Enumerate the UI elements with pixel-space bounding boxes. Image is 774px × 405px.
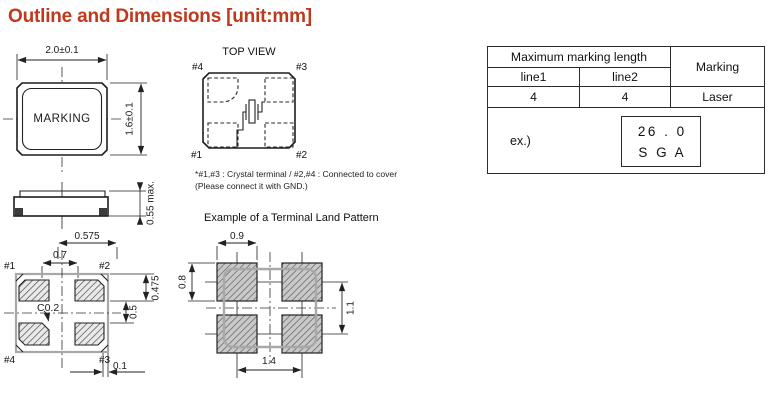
top-view-pin-label-2: #2 [296,150,308,161]
bottom-view-pad-4 [19,323,49,345]
marking-table [487,46,765,174]
marking-table-marking-value: Laser [671,87,765,108]
marking-table-header-length: Maximum marking length [488,47,671,68]
bottom-pin-label-2: #2 [99,261,111,272]
bottom-edge-offset-dim: 0.1 [113,361,127,372]
chamfer-dim: C0.2 [37,302,60,314]
marking-example-line2: S G A [638,144,687,160]
side-view-drawing [14,182,146,229]
front-width-dim: 2.0±0.1 [45,45,79,56]
page-title: Outline and Dimensions [unit:mm] [8,6,312,27]
terminal-note-line1: *#1,#3 : Crystal terminal / #2,#4 : Connected to cover [195,169,398,179]
bottom-pin-label-1: #1 [4,261,16,272]
marking-example-box [621,116,701,167]
top-view-title: TOP VIEW [222,46,276,58]
marking-table-header-marking: Marking [671,47,765,87]
marking-table-line1-value: 4 [488,87,580,108]
bottom-view-pad-2 [75,280,104,301]
bottom-view-pad-1 [19,280,49,301]
top-view-pin-label-4: #4 [192,62,204,73]
marking-example-line1: 26 . 0 [637,123,687,139]
side-thickness-dim: 0.55 max. [145,181,157,225]
top-view-pin-label-1: #1 [191,150,203,161]
bottom-pin-label-3: #3 [99,355,111,366]
side-view-pad [15,208,23,216]
bottom-vertical-gap-dim: 0.5 [128,305,140,319]
bottom-pad-width-dim: 0.575 [74,231,100,242]
side-view-pad [99,208,107,216]
bottom-pin-label-4: #4 [4,355,16,366]
terminal-note-line2: (Please connect it with GND.) [195,181,308,191]
land-pad-width-dim: 0.9 [230,231,244,242]
bottom-view-pad-3 [75,323,104,345]
land-pattern-title: Example of a Terminal Land Pattern [204,212,379,224]
bottom-pad-height-dim: 0.475 [150,275,162,301]
marking-example-cell [488,108,765,174]
land-pad-height-dim: 0.8 [177,275,189,289]
land-horizontal-pitch-dim: 1.4 [262,356,276,367]
land-vertical-pitch-dim: 1.1 [345,301,357,315]
top-view-pin-label-3: #3 [296,62,308,73]
example-label: ex.) [510,133,531,148]
marking-table-line2-header: line2 [580,68,671,87]
top-view-drawing [203,73,295,148]
marking-table-line2-value: 4 [580,87,671,108]
bottom-pad-gap-dim: 0.7 [53,250,67,261]
front-height-dim: 1.6±0.1 [124,102,136,136]
marking-table-line1-header: line1 [488,68,580,87]
marking-text: MARKING [33,113,91,125]
